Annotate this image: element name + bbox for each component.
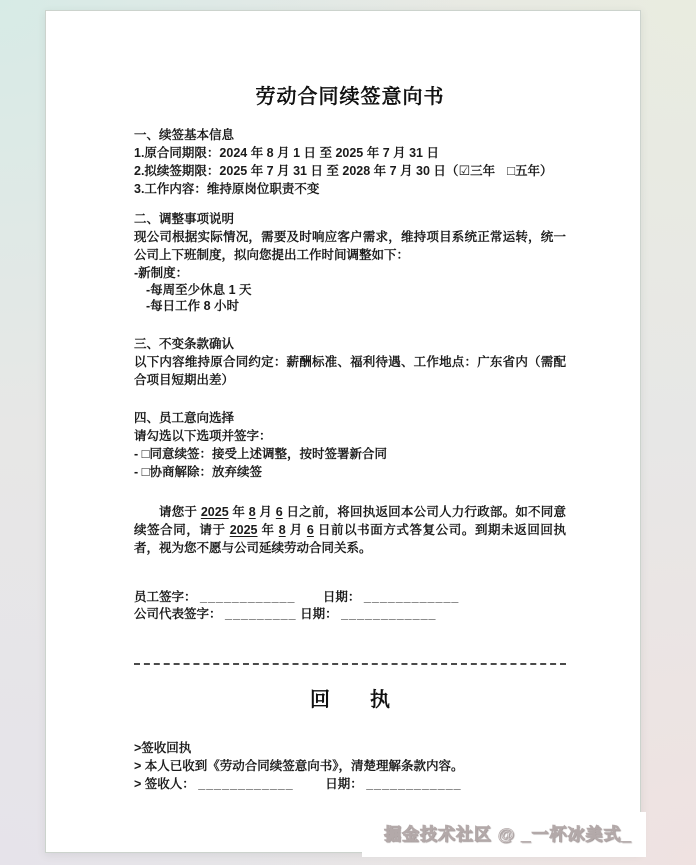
receipt-acknowledge-line: > 本人已收到《劳动合同续签意向书》，清楚理解条款内容。: [134, 759, 464, 773]
employee-date-label: 日期：: [322, 590, 361, 604]
receipt-date-label: 日期：: [325, 777, 363, 791]
company-signature-row: [134, 606, 566, 623]
receipt-heading-line: >签收回执: [134, 741, 192, 755]
company-signature-label: 公司代表签字：: [134, 607, 222, 621]
new-rule-intro: -新制度：: [134, 266, 189, 280]
option2-dash: -: [134, 465, 142, 479]
option2-text: 协商解除：放弃续签: [149, 465, 263, 479]
receipt-signer-row: [134, 775, 566, 793]
company-date-label: 日期：: [300, 607, 338, 621]
checkbox-five-year-icon[interactable]: □: [507, 163, 515, 178]
employee-date-blank[interactable]: ____________: [363, 590, 460, 604]
employee-signature-blank[interactable]: ____________: [200, 590, 296, 604]
option1-text: 同意续签：接受上述调整，按时签署新合同: [149, 447, 388, 461]
renewal-term-text: 2.拟续签期限：2025 年 7 月 31 日 至 2028 年 7 月 30 日（: [134, 164, 459, 178]
work-content-line: 3.工作内容：维持原岗位职责不变: [134, 182, 320, 196]
cut-line-dashed-divider: [134, 663, 566, 665]
five-year-label: 五年: [514, 164, 540, 178]
original-contract-term-line: 1.原合同期限：2024 年 8 月 1 日 至 2025 年 7 月 31 日: [134, 146, 439, 160]
section4-heading: 四、员工意向选择: [134, 411, 235, 425]
unchanged-terms-paragraph: 以下内容维持原合同约定：薪酬标准、福利待遇、工作地点：广东省内（需配合项目短期出差）: [134, 355, 566, 387]
section1-heading: 一、续签基本信息: [134, 128, 235, 142]
section3-heading: 三、不变条款确认: [134, 337, 235, 351]
renewal-term-line: [134, 162, 566, 180]
receipt-signer-blank[interactable]: ____________: [198, 777, 294, 791]
company-signature-blank[interactable]: _________: [225, 607, 297, 621]
return-notice-paragraph: 请您于 2025 年 8 月 6 日之前，将回执返回本公司人力行政部。如不同意续签合同，请于 2025 年 8 月 6 日前以书面方式答复公司。到期未返回回执者，视为您不愿与公司延续劳动合同关系。: [134, 505, 566, 555]
rule-daily-hours: -每日工作 8 小时: [146, 299, 240, 313]
company-date-blank[interactable]: ____________: [341, 607, 437, 621]
document-title: 劳动合同续签意向书: [255, 86, 445, 108]
receipt-date-blank[interactable]: ____________: [366, 777, 462, 791]
employee-signature-label: 员工签字：: [134, 590, 197, 604]
checkbox-three-year-checked-icon[interactable]: ☑: [458, 163, 471, 178]
three-year-label: 三年: [470, 164, 496, 178]
employee-signature-row: [134, 589, 566, 606]
section-basic-info: [134, 126, 566, 198]
checkbox-agree-renew-icon[interactable]: □: [141, 446, 150, 461]
document-page: [45, 10, 641, 853]
section-adjustment: [134, 210, 566, 314]
adjustment-paragraph: 现公司根据实际情况，需要及时响应客户需求，维持项目系统正常运转，统一公司上下班制度，拟向您提出工作时间调整如下：: [134, 230, 566, 262]
watermark-badge: 掘金技术社区 @ _一杯冰美式_: [362, 812, 646, 857]
receipt-block: [134, 739, 566, 793]
receipt-signer-label: > 签收人：: [134, 777, 195, 791]
section-employee-choice: [134, 409, 566, 481]
signature-block: [134, 589, 566, 623]
option1-dash: -: [134, 447, 142, 461]
document-content: [46, 85, 640, 793]
option-agree-renew: [134, 445, 566, 463]
receipt-title: 回 执: [310, 689, 390, 711]
checkbox-negotiate-terminate-icon[interactable]: □: [141, 464, 150, 479]
choice-intro: 请勾选以下选项并签字：: [134, 429, 272, 443]
section2-heading: 二、调整事项说明: [134, 212, 235, 226]
rule-weekly-rest: -每周至少休息 1 天: [146, 283, 252, 297]
section-unchanged-terms: [134, 335, 566, 389]
renewal-term-close: ）: [539, 164, 553, 178]
option-negotiate-terminate: [134, 463, 566, 481]
